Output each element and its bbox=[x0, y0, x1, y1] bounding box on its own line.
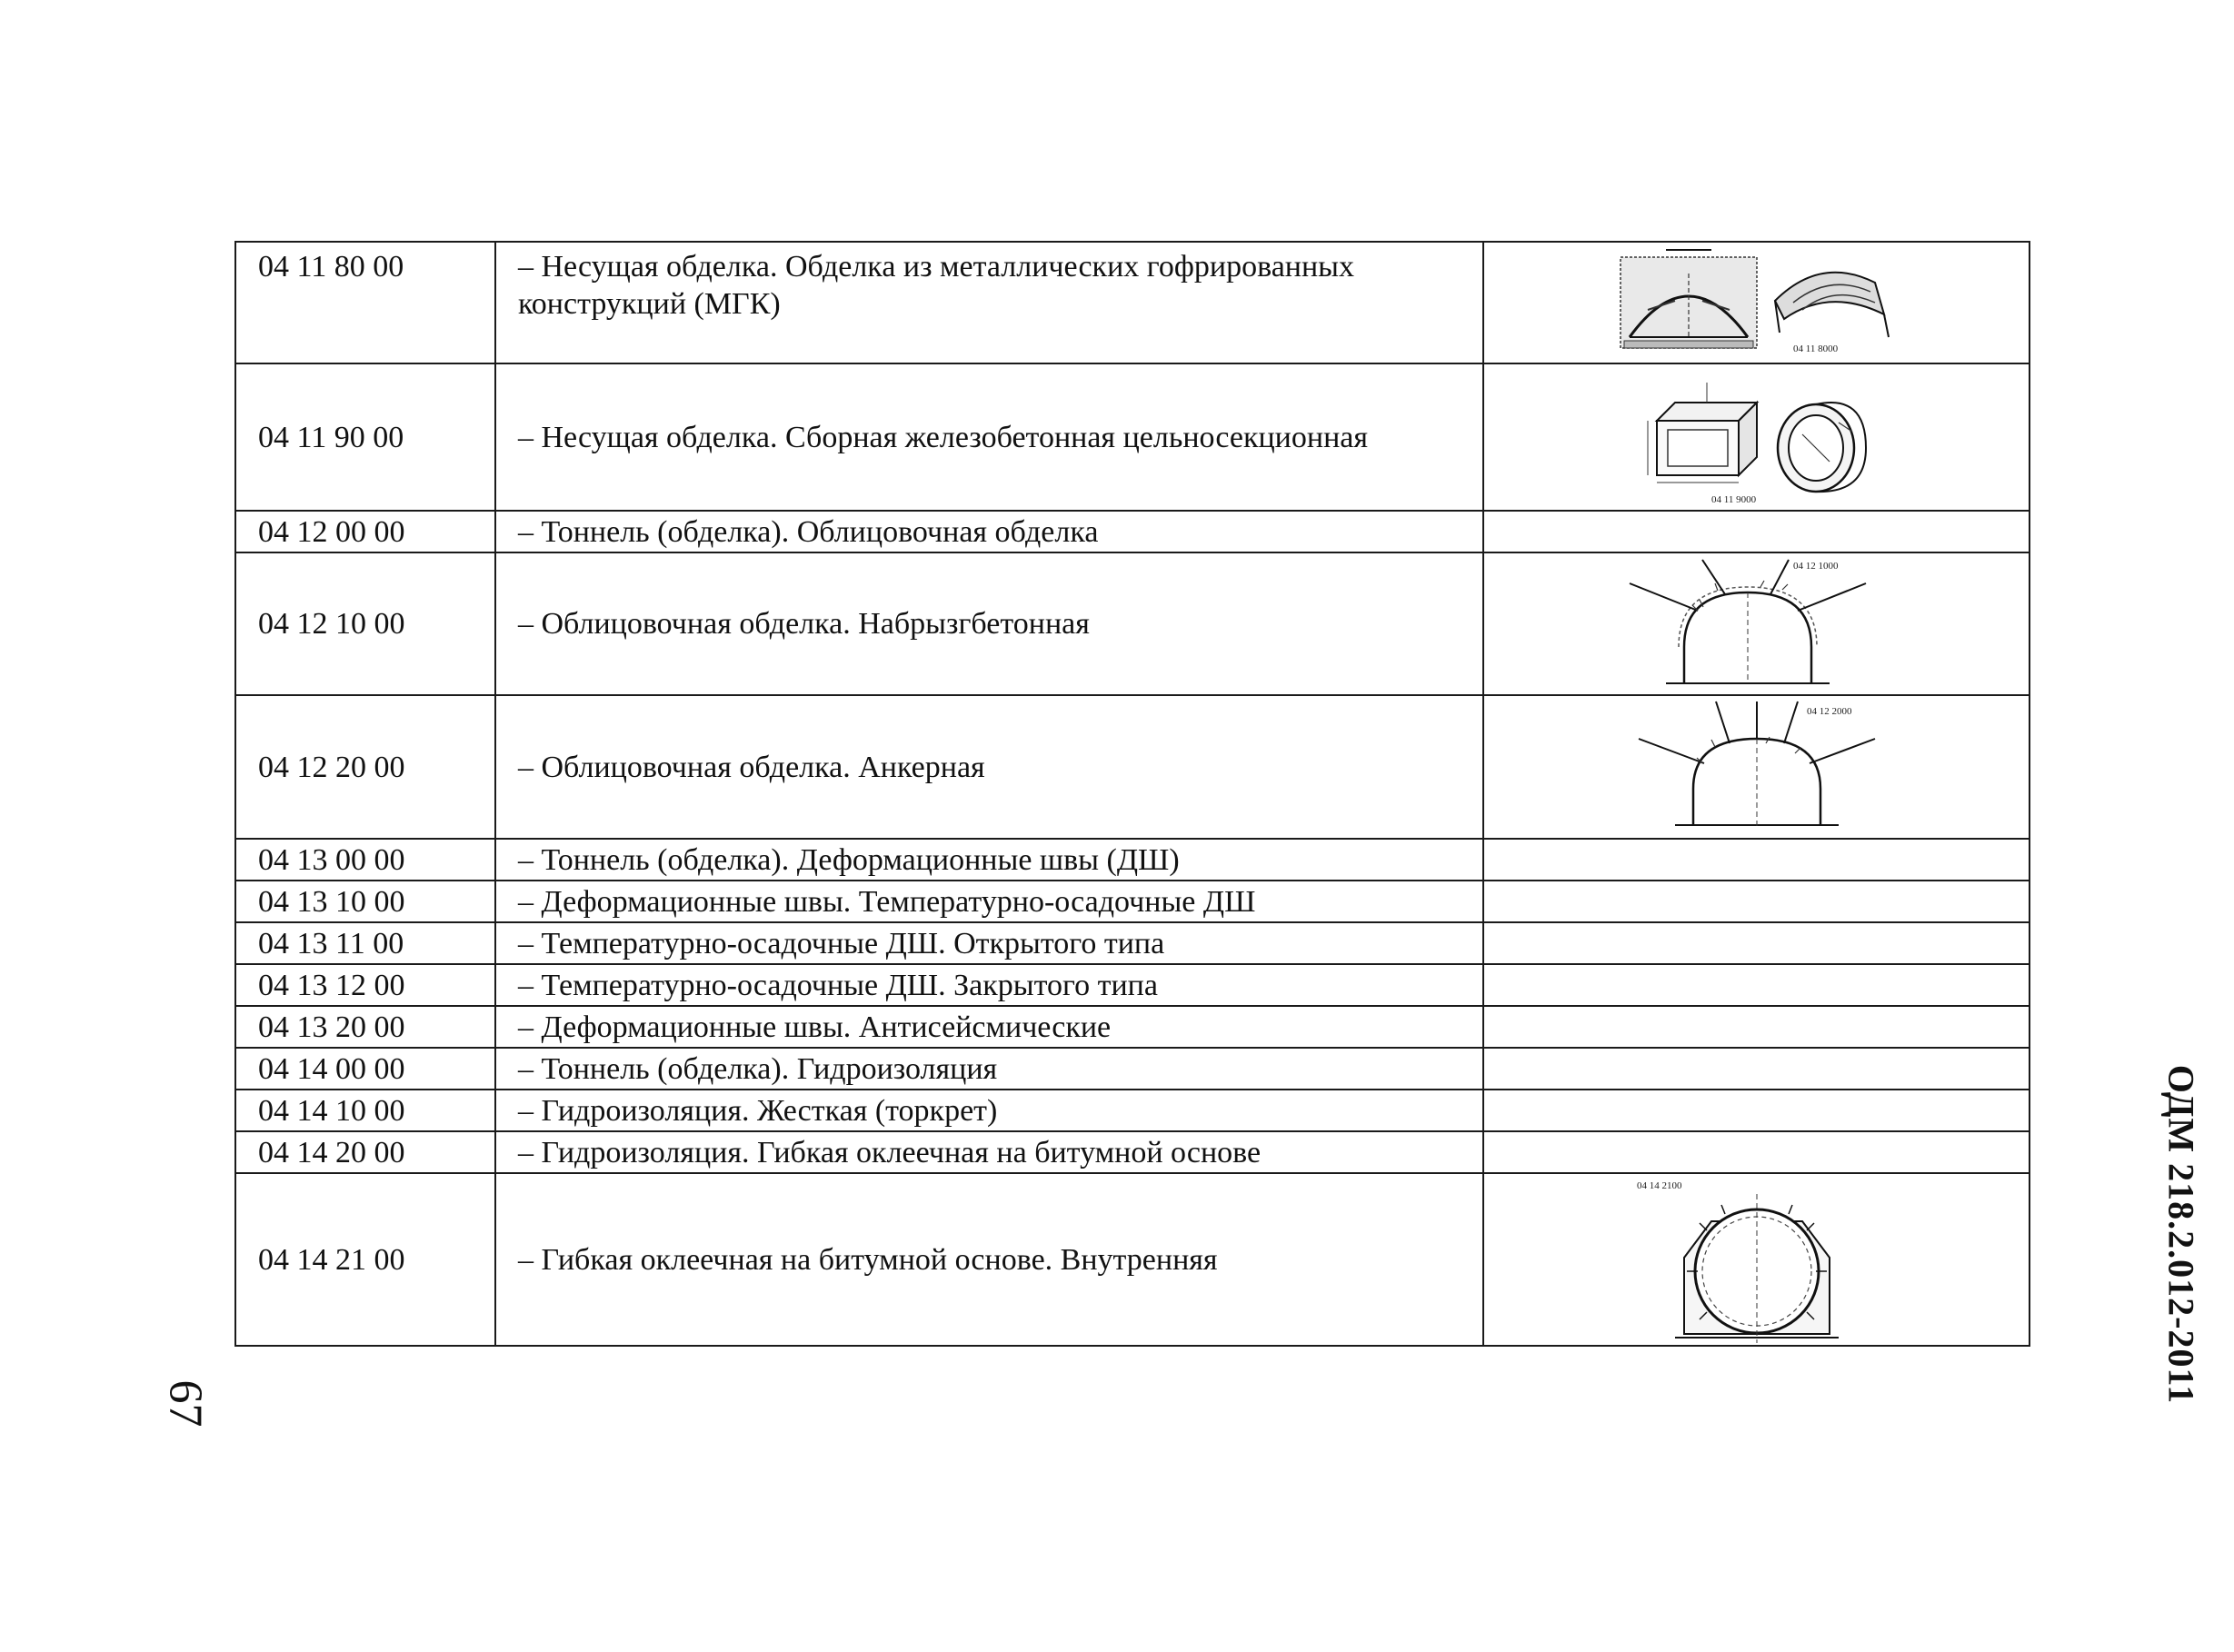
row-description: – Облицовочная обделка. Анкерная bbox=[495, 695, 1483, 839]
table-row bbox=[235, 511, 2030, 552]
row-figure-cell-empty bbox=[1483, 1048, 2030, 1090]
row-code: 04 14 10 00 bbox=[235, 1090, 495, 1131]
row-description: – Температурно-осадочные ДШ. Открытого типа bbox=[495, 922, 1483, 964]
row-code: 04 11 80 00 bbox=[235, 242, 495, 363]
precast-box-and-ring-sections-figure bbox=[1621, 366, 1893, 508]
row-figure-cell-empty bbox=[1483, 1131, 2030, 1173]
anchored-arch-figure bbox=[1621, 698, 1893, 836]
row-figure-cell-empty bbox=[1483, 964, 2030, 1006]
row-figure-cell bbox=[1483, 242, 2030, 363]
table-row bbox=[235, 1131, 2030, 1173]
row-code: 04 12 20 00 bbox=[235, 695, 495, 839]
table-row bbox=[235, 1048, 2030, 1090]
row-description: – Гидроизоляция. Гибкая оклеечная на битумной основе bbox=[495, 1131, 1483, 1173]
row-code: 04 13 10 00 bbox=[235, 881, 495, 922]
table-row bbox=[235, 242, 2030, 363]
table-row bbox=[235, 922, 2030, 964]
classification-table bbox=[234, 241, 2030, 1347]
row-code: 04 14 21 00 bbox=[235, 1173, 495, 1346]
row-description: – Несущая обделка. Обделка из металлических гофрированных конструкций (МГК) bbox=[495, 242, 1483, 363]
row-figure-cell bbox=[1483, 695, 2030, 839]
arched-corrugated-lining-figure bbox=[1611, 246, 1902, 359]
figure-label: 04 12 1000 bbox=[1792, 560, 1838, 572]
row-description: – Облицовочная обделка. Набрызгбетонная bbox=[495, 552, 1483, 695]
table-row bbox=[235, 1006, 2030, 1048]
shotcrete-arch-figure bbox=[1611, 556, 1902, 692]
row-description: – Деформационные швы. Антисейсмические bbox=[495, 1006, 1483, 1048]
row-description: – Несущая обделка. Сборная железобетонная цельносекционная bbox=[495, 363, 1483, 511]
row-figure-cell-empty bbox=[1483, 511, 2030, 552]
table-row bbox=[235, 1173, 2030, 1346]
row-code: 04 13 12 00 bbox=[235, 964, 495, 1006]
document-code: ОДМ 218.2.012-2011 bbox=[2160, 1064, 2202, 1405]
figure-label: 04 14 2100 bbox=[1636, 1180, 1681, 1191]
row-code: 04 13 20 00 bbox=[235, 1006, 495, 1048]
internal-waterproofing-section-figure bbox=[1621, 1176, 1893, 1343]
row-description: – Тоннель (обделка). Облицовочная обделка bbox=[495, 511, 1483, 552]
table-row bbox=[235, 839, 2030, 881]
row-figure-cell-empty bbox=[1483, 1006, 2030, 1048]
row-description: – Температурно-осадочные ДШ. Закрытого типа bbox=[495, 964, 1483, 1006]
row-description: – Тоннель (обделка). Деформационные швы (ДШ) bbox=[495, 839, 1483, 881]
figure-label: 04 11 9000 bbox=[1710, 494, 1756, 505]
table-row bbox=[235, 1090, 2030, 1131]
row-figure-cell-empty bbox=[1483, 922, 2030, 964]
row-code: 04 12 10 00 bbox=[235, 552, 495, 695]
table-row bbox=[235, 552, 2030, 695]
row-figure-cell-empty bbox=[1483, 1090, 2030, 1131]
table-row bbox=[235, 695, 2030, 839]
row-code: 04 12 00 00 bbox=[235, 511, 495, 552]
row-figure-cell-empty bbox=[1483, 881, 2030, 922]
table-row bbox=[235, 964, 2030, 1006]
row-figure-cell bbox=[1483, 1173, 2030, 1346]
row-code: 04 14 00 00 bbox=[235, 1048, 495, 1090]
row-description: – Гидроизоляция. Жесткая (торкрет) bbox=[495, 1090, 1483, 1131]
row-description: – Тоннель (обделка). Гидроизоляция bbox=[495, 1048, 1483, 1090]
row-figure-cell bbox=[1483, 363, 2030, 511]
row-description: – Деформационные швы. Температурно-осадочные ДШ bbox=[495, 881, 1483, 922]
table-row bbox=[235, 363, 2030, 511]
figure-label: 04 12 2000 bbox=[1806, 706, 1851, 717]
row-description: – Гибкая оклеечная на битумной основе. Внутренняя bbox=[495, 1173, 1483, 1346]
row-code: 04 14 20 00 bbox=[235, 1131, 495, 1173]
row-code: 04 13 11 00 bbox=[235, 922, 495, 964]
figure-label: 04 11 8000 bbox=[1792, 343, 1838, 354]
row-figure-cell-empty bbox=[1483, 839, 2030, 881]
page-number: 67 bbox=[159, 1379, 212, 1428]
table-row bbox=[235, 881, 2030, 922]
row-code: 04 13 00 00 bbox=[235, 839, 495, 881]
row-figure-cell bbox=[1483, 552, 2030, 695]
row-code: 04 11 90 00 bbox=[235, 363, 495, 511]
